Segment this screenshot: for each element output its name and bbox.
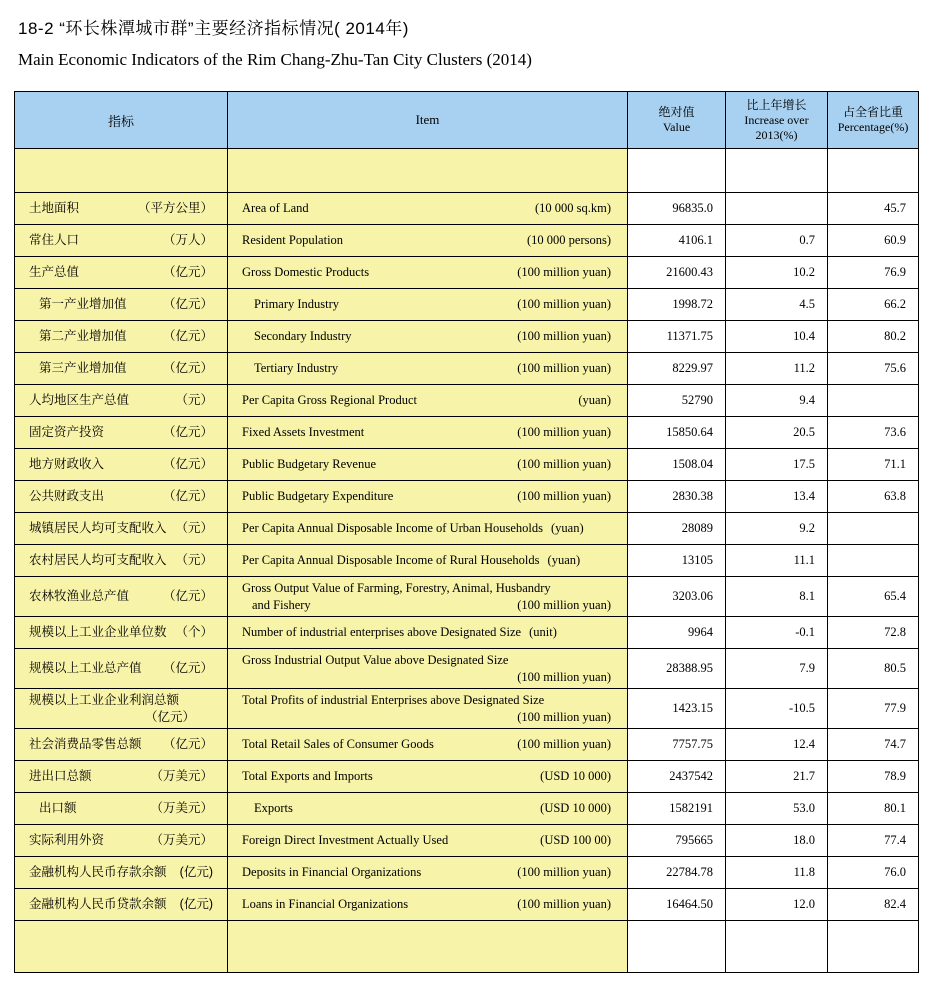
- cell-indicator: [15, 257, 228, 289]
- cell-increase: 4.5: [726, 289, 828, 321]
- row-indicator: [15, 424, 227, 440]
- row-indicator-unit: （元）: [175, 521, 213, 536]
- cell-percentage: 82.4: [828, 889, 919, 921]
- row-indicator-unit: （元）: [175, 393, 213, 408]
- row-item-name: Per Capita Annual Disposable Income of Urban Households: [242, 521, 543, 536]
- row-indicator-name: 城镇居民人均可支配收入: [29, 521, 167, 536]
- header-increase: [726, 92, 828, 149]
- spacer-indicator: [15, 149, 228, 193]
- row-item: [228, 296, 627, 312]
- table-bottom-row: [15, 921, 919, 973]
- row-indicator: [15, 264, 227, 280]
- cell-value: 9964: [628, 617, 726, 649]
- cell-percentage: 73.6: [828, 417, 919, 449]
- row-indicator-unit: (亿元): [179, 865, 213, 880]
- row-item-name: Resident Population: [242, 233, 344, 248]
- row-item-unit: (USD 10 000): [540, 801, 611, 816]
- table-row: [15, 617, 919, 649]
- header-increase-cn: 比上年增长: [746, 97, 807, 112]
- cell-percentage: 66.2: [828, 289, 919, 321]
- row-item: [228, 864, 627, 880]
- row-item-text: [228, 580, 627, 614]
- cell-value: 2437542: [628, 761, 726, 793]
- cell-item: [228, 825, 628, 857]
- row-indicator-unit: （万美元）: [150, 833, 213, 848]
- page-title-english: Main Economic Indicators of the Rim Chang-Zhu-Tan City Clusters (2014): [18, 50, 532, 69]
- cell-percentage: [828, 513, 919, 545]
- row-item-unit: (100 million yuan): [517, 457, 611, 472]
- cell-value: 1508.04: [628, 449, 726, 481]
- row-indicator-unit: （亿元）: [162, 457, 213, 472]
- row-item-name: Per Capita Gross Regional Product: [242, 393, 417, 408]
- cell-item: [228, 729, 628, 761]
- cell-value: 21600.43: [628, 257, 726, 289]
- row-item-name: Total Retail Sales of Consumer Goods: [242, 737, 434, 752]
- row-item-unit: (100 million yuan): [517, 361, 611, 376]
- row-indicator-unit: （元）: [175, 553, 213, 568]
- cell-indicator: [15, 729, 228, 761]
- table-row: [15, 449, 919, 481]
- bottom-indicator: [15, 921, 228, 973]
- table-row: [15, 353, 919, 385]
- cell-value: 4106.1: [628, 225, 726, 257]
- row-item: [228, 896, 627, 912]
- row-indicator-unit: （万人）: [162, 233, 213, 248]
- cell-value: 16464.50: [628, 889, 726, 921]
- table-body: [15, 149, 919, 973]
- table-row: [15, 689, 919, 729]
- table-row: [15, 857, 919, 889]
- header-indicator: 指标: [15, 92, 228, 149]
- spacer-item: [228, 149, 628, 193]
- cell-indicator: [15, 289, 228, 321]
- cell-item: [228, 321, 628, 353]
- cell-item: [228, 889, 628, 921]
- row-item-name: Public Budgetary Revenue: [242, 457, 376, 472]
- cell-value: 96835.0: [628, 193, 726, 225]
- table-row: [15, 825, 919, 857]
- header-increase-en1: Increase over: [744, 112, 809, 127]
- cell-increase: 11.1: [726, 545, 828, 577]
- row-indicator-unit: （亿元）: [162, 661, 213, 676]
- page-title-chinese: 18-2 “环长株潭城市群”主要经济指标情况( 2014年): [18, 19, 409, 38]
- header-value-cn: 绝对值: [658, 105, 695, 119]
- row-indicator: [15, 660, 227, 676]
- cell-increase: 10.4: [726, 321, 828, 353]
- row-item-unit: (100 million yuan): [517, 329, 611, 344]
- cell-value: 15850.64: [628, 417, 726, 449]
- row-indicator: [15, 624, 227, 640]
- header-percentage-en: Percentage(%): [837, 120, 909, 134]
- cell-percentage: 77.4: [828, 825, 919, 857]
- row-indicator: [15, 800, 227, 816]
- cell-indicator: [15, 761, 228, 793]
- row-indicator-name: 第二产业增加值: [39, 329, 127, 344]
- cell-increase: 18.0: [726, 825, 828, 857]
- row-indicator-text: 规模以上工业企业利润总额 （亿元）: [15, 692, 227, 726]
- table-row: [15, 417, 919, 449]
- row-item: [228, 488, 627, 504]
- row-item-unit: (USD 100 00): [540, 833, 611, 848]
- row-item: [228, 392, 627, 408]
- row-indicator: [15, 488, 227, 504]
- row-item-unit: (USD 10 000): [540, 769, 611, 784]
- cell-indicator: [15, 857, 228, 889]
- table-row: [15, 289, 919, 321]
- cell-percentage: 75.6: [828, 353, 919, 385]
- row-indicator-name: 土地面积: [29, 201, 80, 216]
- row-item: [228, 232, 627, 248]
- row-indicator-unit: （亿元）: [162, 589, 213, 604]
- row-indicator-name: 第三产业增加值: [39, 361, 127, 376]
- cell-indicator: [15, 193, 228, 225]
- cell-increase: 9.2: [726, 513, 828, 545]
- cell-indicator: [15, 385, 228, 417]
- cell-indicator: [15, 649, 228, 689]
- row-indicator-name: 农村居民人均可支配收入: [29, 553, 167, 568]
- row-indicator: [15, 520, 227, 536]
- row-item-unit: (100 million yuan): [517, 897, 611, 912]
- row-item-text: [228, 692, 627, 726]
- row-item-unit: (100 million yuan): [517, 865, 611, 880]
- table-row: [15, 545, 919, 577]
- row-indicator-unit: (亿元): [179, 897, 213, 912]
- row-indicator-name: 公共财政支出: [29, 489, 105, 504]
- spacer-percentage: [828, 149, 919, 193]
- cell-item: [228, 225, 628, 257]
- cell-indicator: [15, 617, 228, 649]
- cell-value: 1998.72: [628, 289, 726, 321]
- cell-item: [228, 481, 628, 513]
- cell-indicator: [15, 793, 228, 825]
- row-item-line2: [242, 669, 611, 686]
- row-item-unit: (10 000 sq.km): [534, 201, 611, 216]
- row-item-name: Foreign Direct Investment Actually Used: [242, 833, 449, 848]
- row-indicator-unit: （万美元）: [150, 769, 213, 784]
- cell-percentage: 80.5: [828, 649, 919, 689]
- table-row: [15, 761, 919, 793]
- cell-indicator: [15, 353, 228, 385]
- row-item-name: Total Exports and Imports: [242, 769, 373, 784]
- cell-item: [228, 545, 628, 577]
- cell-item: [228, 793, 628, 825]
- row-item-name: Gross Domestic Products: [242, 265, 370, 280]
- cell-increase: [726, 193, 828, 225]
- bottom-percentage: [828, 921, 919, 973]
- cell-item: [228, 417, 628, 449]
- row-item-name: Public Budgetary Expenditure: [242, 489, 394, 504]
- cell-indicator: [15, 449, 228, 481]
- row-item-name: Deposits in Financial Organizations: [242, 865, 422, 880]
- row-indicator-name: 农林牧渔业总产值: [29, 589, 130, 604]
- table-row: [15, 729, 919, 761]
- cell-value: 3203.06: [628, 577, 726, 617]
- cell-increase: 21.7: [726, 761, 828, 793]
- row-indicator: [15, 200, 227, 216]
- row-indicator-name: 社会消费品零售总额: [29, 737, 142, 752]
- row-item: [228, 552, 627, 568]
- cell-percentage: 74.7: [828, 729, 919, 761]
- document-page: [0, 14, 932, 988]
- cell-percentage: 78.9: [828, 761, 919, 793]
- row-item-name: Loans in Financial Organizations: [242, 897, 409, 912]
- row-item: [228, 520, 627, 536]
- cell-increase: 12.0: [726, 889, 828, 921]
- cell-item: [228, 257, 628, 289]
- row-item: [228, 200, 627, 216]
- row-indicator: [15, 768, 227, 784]
- row-item-unit: (100 million yuan): [517, 737, 611, 752]
- table-row: [15, 225, 919, 257]
- row-item-name: Exports: [254, 801, 293, 816]
- table-row: [15, 257, 919, 289]
- cell-value: 1423.15: [628, 689, 726, 729]
- row-indicator: [15, 328, 227, 344]
- table-row: [15, 649, 919, 689]
- row-indicator-name: 规模以上工业总产值: [29, 661, 142, 676]
- row-indicator-name: 第一产业增加值: [39, 297, 127, 312]
- row-indicator-unit: （平方公里）: [137, 201, 213, 216]
- cell-percentage: [828, 385, 919, 417]
- row-item-unit: (100 million yuan): [517, 265, 611, 280]
- cell-value: 13105: [628, 545, 726, 577]
- cell-increase: 8.1: [726, 577, 828, 617]
- header-value-en: Value: [662, 120, 691, 134]
- cell-item: [228, 649, 628, 689]
- row-indicator-name: 金融机构人民币贷款余额: [29, 897, 167, 912]
- row-indicator: [15, 456, 227, 472]
- cell-item: [228, 353, 628, 385]
- cell-percentage: 80.1: [828, 793, 919, 825]
- table-row: [15, 889, 919, 921]
- cell-percentage: 76.9: [828, 257, 919, 289]
- cell-value: 11371.75: [628, 321, 726, 353]
- bottom-value: [628, 921, 726, 973]
- row-indicator-name: 出口额: [39, 801, 77, 816]
- row-indicator-unit: （亿元）: [162, 361, 213, 376]
- row-item-unit: (yuan): [547, 553, 581, 568]
- row-item-unit: (100 million yuan): [517, 425, 611, 440]
- row-indicator-unit: （亿元）: [162, 297, 213, 312]
- cell-increase: 11.2: [726, 353, 828, 385]
- cell-percentage: 45.7: [828, 193, 919, 225]
- row-item-line1: Total Profits of industrial Enterprises above Designated Size: [242, 692, 545, 707]
- cell-increase: 53.0: [726, 793, 828, 825]
- row-item-name: Secondary Industry: [254, 329, 352, 344]
- row-item-name: Per Capita Annual Disposable Income of Rural Households: [242, 553, 540, 568]
- row-item: [228, 360, 627, 376]
- row-item-unit: (yuan): [550, 521, 584, 536]
- row-indicator: [15, 896, 227, 912]
- cell-item: [228, 449, 628, 481]
- cell-increase: 17.5: [726, 449, 828, 481]
- cell-item: [228, 857, 628, 889]
- row-item-unit: (100 million yuan): [517, 489, 611, 504]
- row-indicator-name: 人均地区生产总值: [29, 393, 130, 408]
- bottom-item: [228, 921, 628, 973]
- row-item: [228, 264, 627, 280]
- row-item-line2: (100 million yuan) and Fishery: [252, 597, 611, 612]
- cell-increase: 0.7: [726, 225, 828, 257]
- row-indicator: [15, 864, 227, 880]
- cell-value: 2830.38: [628, 481, 726, 513]
- row-item: [228, 768, 627, 784]
- row-item-name: Primary Industry: [254, 297, 340, 312]
- cell-value: 1582191: [628, 793, 726, 825]
- row-item-name: Area of Land: [242, 201, 309, 216]
- cell-increase: 20.5: [726, 417, 828, 449]
- cell-item: [228, 617, 628, 649]
- cell-indicator: [15, 825, 228, 857]
- row-item: [228, 800, 627, 816]
- row-item-unit: (10 000 persons): [526, 233, 611, 248]
- cell-increase: 7.9: [726, 649, 828, 689]
- row-indicator: [15, 736, 227, 752]
- cell-item: [228, 689, 628, 729]
- header-increase-en2: 2013(%): [755, 127, 798, 142]
- cell-percentage: [828, 545, 919, 577]
- cell-percentage: 76.0: [828, 857, 919, 889]
- table-row: [15, 193, 919, 225]
- table-header: [15, 92, 919, 149]
- row-item: [228, 624, 627, 640]
- row-item-line1: Gross Industrial Output Value above Designated Size: [242, 652, 509, 667]
- bottom-increase: [726, 921, 828, 973]
- cell-percentage: 65.4: [828, 577, 919, 617]
- cell-indicator: [15, 417, 228, 449]
- row-item: [228, 328, 627, 344]
- row-indicator-name: 地方财政收入: [29, 457, 105, 472]
- row-indicator: [15, 588, 227, 604]
- spacer-increase: [726, 149, 828, 193]
- row-indicator-name: 进出口总额: [29, 769, 92, 784]
- cell-percentage: 71.1: [828, 449, 919, 481]
- cell-indicator: [15, 513, 228, 545]
- header-item: Item: [228, 92, 628, 149]
- row-item-unit: (100 million yuan): [517, 709, 611, 724]
- cell-item: [228, 193, 628, 225]
- row-item-unit: (100 million yuan): [517, 297, 611, 312]
- row-indicator: [15, 832, 227, 848]
- row-indicator-unit: （亿元）: [144, 709, 195, 724]
- cell-indicator: [15, 225, 228, 257]
- row-item-text: [228, 652, 627, 686]
- row-indicator-unit: （亿元）: [162, 489, 213, 504]
- cell-increase: 9.4: [726, 385, 828, 417]
- row-indicator: [15, 296, 227, 312]
- spacer-value: [628, 149, 726, 193]
- cell-indicator: [15, 889, 228, 921]
- header-percentage-cn: 占全省比重: [842, 105, 903, 119]
- row-item-line1: Gross Output Value of Farming, Forestry, Animal, Husbandry: [242, 580, 551, 595]
- cell-value: 8229.97: [628, 353, 726, 385]
- table-spacer-row: [15, 149, 919, 193]
- row-indicator-name: 金融机构人民币存款余额: [29, 865, 167, 880]
- table-row: [15, 513, 919, 545]
- row-item: [228, 736, 627, 752]
- row-indicator-unit: （万美元）: [150, 801, 213, 816]
- row-indicator: [15, 392, 227, 408]
- table-row: [15, 321, 919, 353]
- row-item-name: Fixed Assets Investment: [242, 425, 365, 440]
- cell-increase: 11.8: [726, 857, 828, 889]
- cell-indicator: [15, 689, 228, 729]
- table-row: [15, 793, 919, 825]
- cell-indicator: [15, 481, 228, 513]
- row-item-unit: (100 million yuan): [517, 597, 611, 612]
- row-indicator-name: 实际利用外资: [29, 833, 105, 848]
- cell-value: 795665: [628, 825, 726, 857]
- cell-increase: -10.5: [726, 689, 828, 729]
- cell-value: 7757.75: [628, 729, 726, 761]
- cell-item: [228, 385, 628, 417]
- cell-increase: 10.2: [726, 257, 828, 289]
- row-item: [228, 424, 627, 440]
- row-indicator-name: 固定资产投资: [29, 425, 105, 440]
- row-item: [228, 456, 627, 472]
- row-indicator-name: 规模以上工业企业单位数: [29, 625, 167, 640]
- row-item-unit: (100 million yuan): [517, 669, 611, 684]
- row-indicator-unit: （亿元）: [162, 329, 213, 344]
- row-indicator-unit: （亿元）: [162, 425, 213, 440]
- cell-item: [228, 761, 628, 793]
- cell-indicator: [15, 321, 228, 353]
- header-percentage: [828, 92, 919, 149]
- row-indicator: [15, 232, 227, 248]
- cell-value: 52790: [628, 385, 726, 417]
- cell-value: 28388.95: [628, 649, 726, 689]
- row-item-unit: (unit): [529, 625, 557, 640]
- cell-value: 22784.78: [628, 857, 726, 889]
- row-indicator: [15, 360, 227, 376]
- row-item: [228, 832, 627, 848]
- row-item-name: Tertiary Industry: [254, 361, 339, 376]
- cell-item: [228, 289, 628, 321]
- cell-increase: -0.1: [726, 617, 828, 649]
- row-indicator-name: 生产总值: [29, 265, 80, 280]
- row-indicator-unit: （亿元）: [162, 265, 213, 280]
- cell-percentage: 77.9: [828, 689, 919, 729]
- row-indicator-name: 常住人口: [29, 233, 80, 248]
- row-indicator-unit: （亿元）: [162, 737, 213, 752]
- cell-item: [228, 513, 628, 545]
- cell-percentage: 72.8: [828, 617, 919, 649]
- header-value: [628, 92, 726, 149]
- cell-increase: 13.4: [726, 481, 828, 513]
- cell-percentage: 63.8: [828, 481, 919, 513]
- cell-item: [228, 577, 628, 617]
- economic-indicators-table: [14, 91, 919, 973]
- row-indicator-unit: （个）: [175, 625, 213, 640]
- cell-indicator: [15, 577, 228, 617]
- row-item-name: Number of industrial enterprises above Designated Size: [242, 625, 522, 640]
- cell-percentage: 80.2: [828, 321, 919, 353]
- cell-indicator: [15, 545, 228, 577]
- cell-percentage: 60.9: [828, 225, 919, 257]
- row-indicator: [15, 552, 227, 568]
- row-item-line2: [242, 709, 611, 726]
- cell-increase: 12.4: [726, 729, 828, 761]
- table-row: [15, 481, 919, 513]
- row-item-unit: (yuan): [578, 393, 611, 408]
- table-row: [15, 577, 919, 617]
- table-row: [15, 385, 919, 417]
- cell-value: 28089: [628, 513, 726, 545]
